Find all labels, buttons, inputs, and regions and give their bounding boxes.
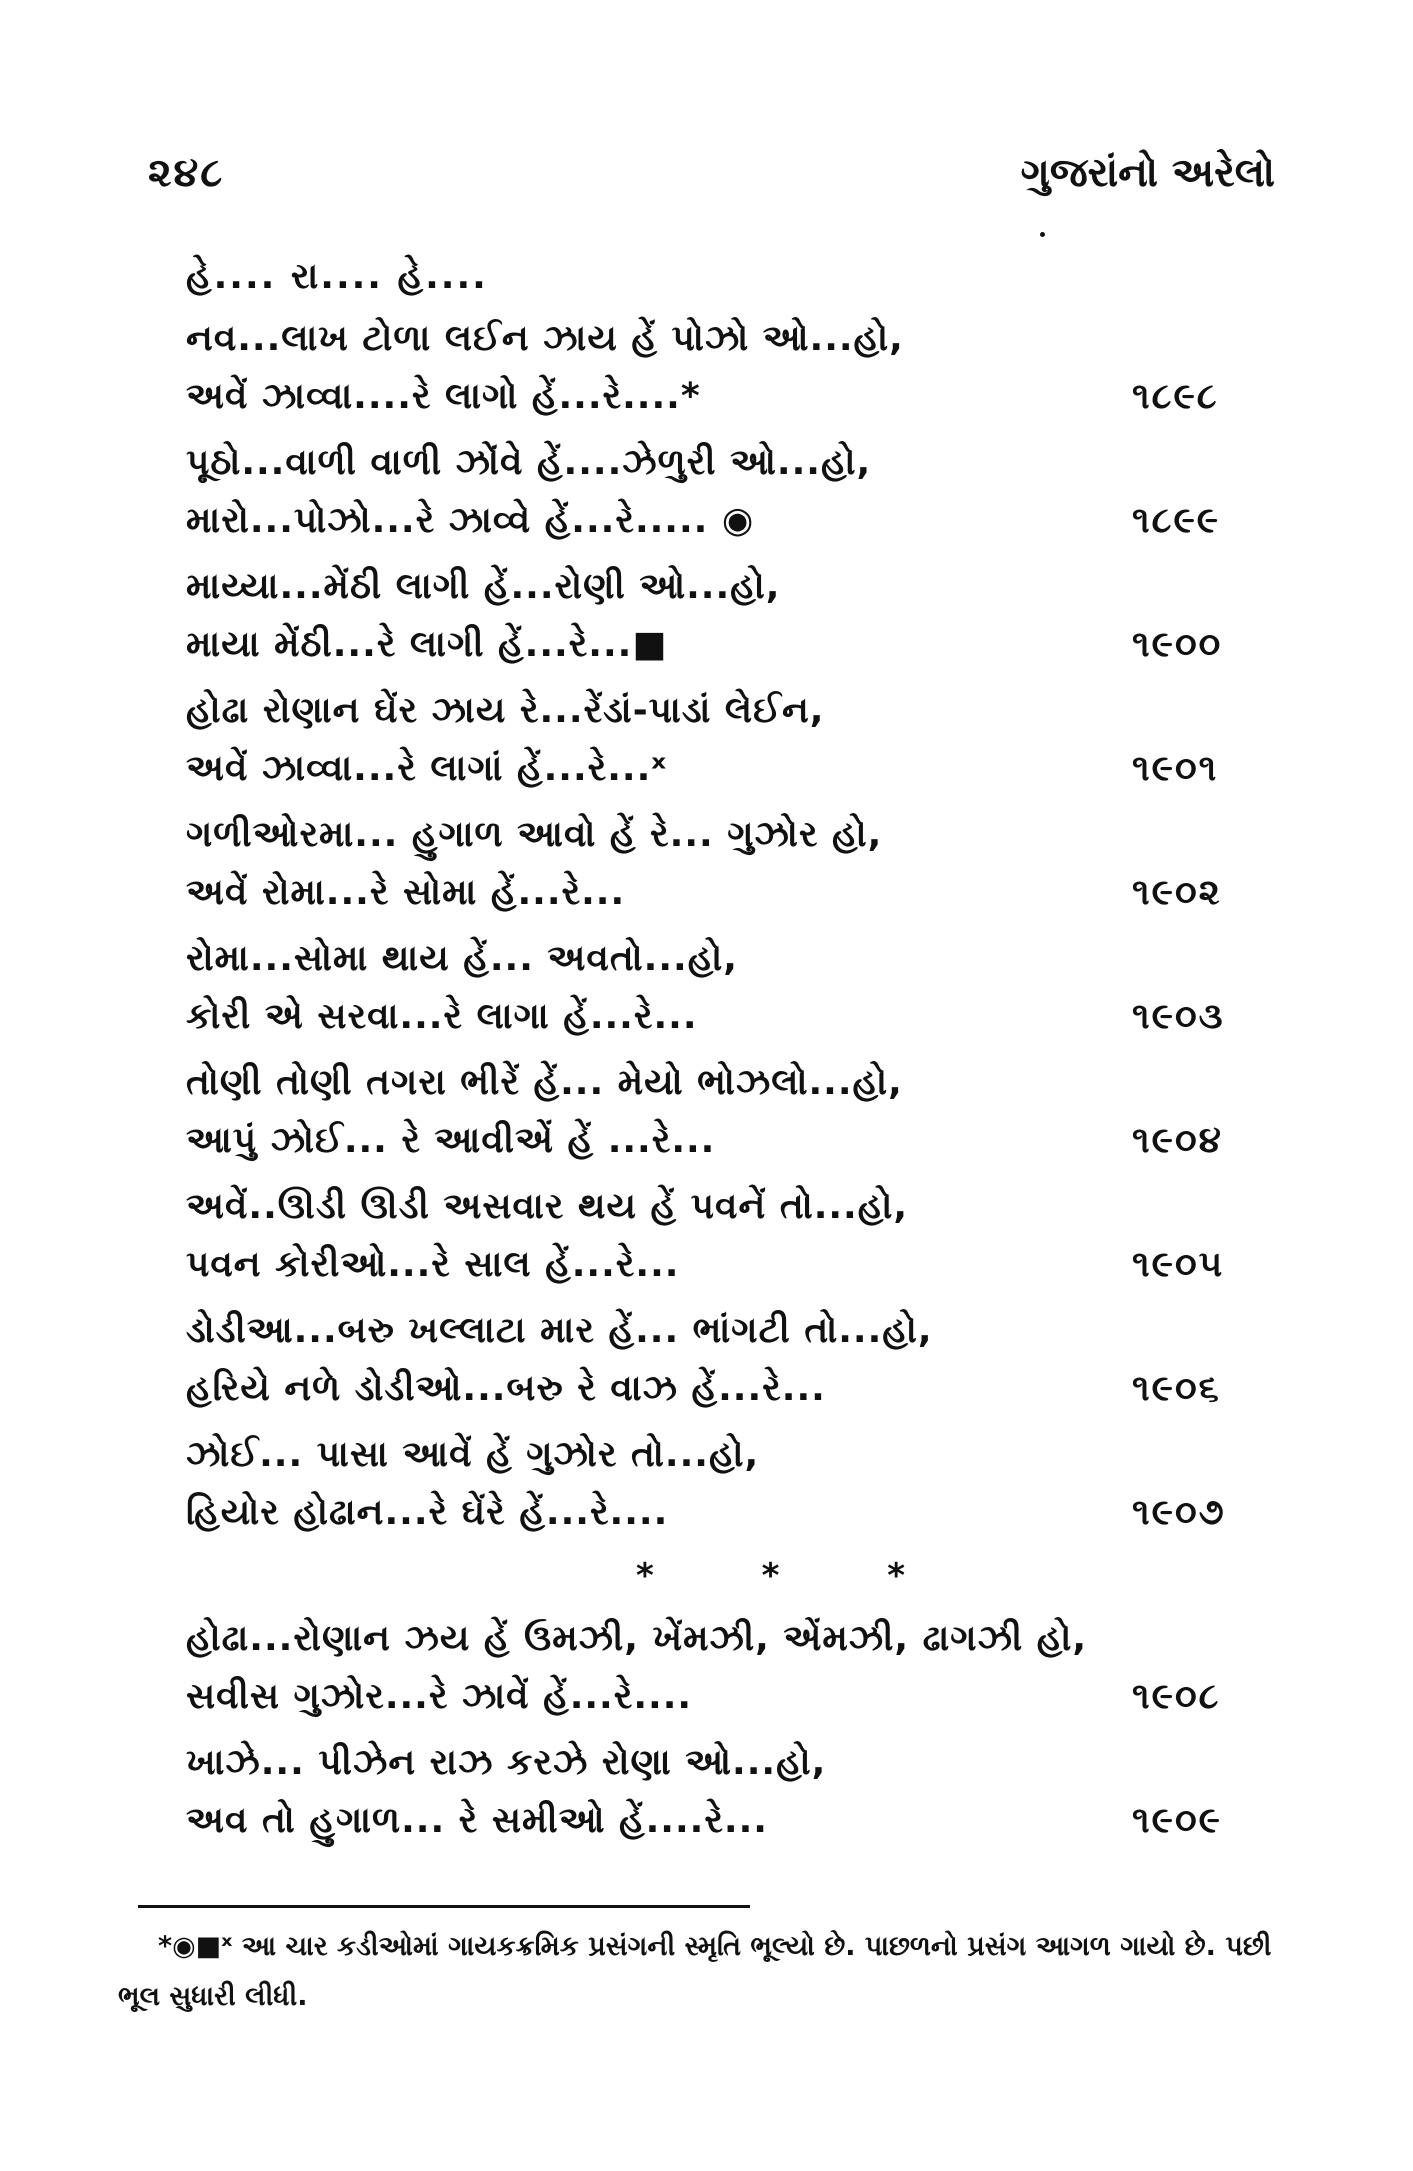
verse-line: ડોડીઆ...બરુ ખલ્લાટા માર હેં... ભાંગટી તો...હો, (186, 1310, 933, 1351)
verse-line: હરિયે નળે ડોડીઓ...બરુ રે વાઝ હેં...રે... (186, 1368, 826, 1409)
verse-number: ૧૯૦૦ (1132, 624, 1223, 665)
verse-line: પવન કોરીઓ...રે સાલ હેં...રે... (186, 1244, 680, 1285)
verse-line: માય્યા...મેંઠી લાગી હેં...રોણી ઓ...હો, (186, 566, 781, 607)
verse-number: ૧૯૦૫ (1132, 1244, 1225, 1285)
stanza-1905 (186, 1186, 1266, 1310)
verse-line: અવેં ઝાવ્વા...રે લાગાં હેં...રે...ˣ (186, 748, 668, 789)
verse-line: અવ તો હુગાળ... રે સમીઓ હેં....રે... (186, 1800, 768, 1841)
verse-number: ૧૯૦૯ (1132, 1800, 1222, 1841)
footnote-rule (138, 1905, 750, 1908)
verse-number: ૧૯૦૧ (1132, 748, 1219, 789)
verse-line: કોરી એ સરવા...રે લાગા હેં...રે... (186, 996, 698, 1037)
verse-line: ખાઝે... પીઝેન રાઝ કરઝે રોણા ઓ...હો, (186, 1742, 827, 1783)
verse-number: ૧૯૦૨ (1132, 872, 1222, 913)
verse-line: ગળીઓરમા... હુગાળ આવો હેં રે... ગુઝોર હો, (186, 814, 883, 855)
verse-line: મારો...પોઝો...રે ઝાવ્વે હેં...રે..... ◉ (186, 500, 755, 541)
stanza-1900 (186, 566, 1266, 690)
verse-list (186, 318, 1266, 1866)
verse-line: હોઢા...રોણાન ઝય હેં ઉમઝી, ખેંમઝી, એંમઝી, ઢાગઝી હો, (186, 1618, 1088, 1659)
stanza-1903 (186, 938, 1266, 1062)
verse-number: ૧૯૦૮ (1132, 1676, 1221, 1717)
verse-line: તોણી તોણી તગરા ભીરેં હેં... મેયો ભોઝલો...હો, (186, 1062, 903, 1103)
verse-number: ૧૯૦૬ (1132, 1368, 1221, 1409)
verse-number: ૧૯૦૭ (1132, 1492, 1226, 1533)
stanza-1901 (186, 690, 1266, 814)
verse-line: હિયોર હોઢાન...રે ઘેંરે હેં...રે.... (186, 1492, 669, 1533)
verse-line: અવેં રોમા...રે સોમા હેં...રે... (186, 872, 626, 913)
verse-number: ૧૯૦૩ (1132, 996, 1225, 1037)
stanza-1909 (186, 1742, 1266, 1866)
ink-dot (1040, 232, 1045, 237)
stanza-1907 (186, 1434, 1266, 1558)
intro-line: હે.... રા.... હે.... (186, 256, 488, 297)
stanza-1899 (186, 442, 1266, 566)
stanza-1902 (186, 814, 1266, 938)
verse-line: આપું ઝોઈ... રે આવીએં હેં ...રે... (186, 1120, 716, 1161)
section-separator (186, 1558, 1266, 1618)
footnote: *◉■ˣ આ ચાર કડીઓમાં ગાયકક્રમિક પ્રસંગની સ્મૃતિ ભૂલ્યો છે. પાછળનો પ્રસંગ આગળ ગાયો છે. પછી ભૂલ સુધારી લીધી. (118, 1931, 1272, 2012)
verse-line: નવ...લાખ ટોળા લઈન ઝાય હેં પોઝો ઓ...હો, (186, 318, 904, 359)
stanza-1908 (186, 1618, 1266, 1742)
page-number: ૨૪૮ (148, 150, 225, 196)
stanza-1906 (186, 1310, 1266, 1434)
verse-line: સવીસ ગુઝોર...રે ઝાવેં હેં...રે.... (186, 1676, 693, 1717)
stanza-1904 (186, 1062, 1266, 1186)
verse-line: ઝોઈ... પાસા આવેં હેં ગુઝોર તો...હો, (186, 1434, 760, 1475)
verse-number: ૧૮૯૯ (1132, 500, 1221, 541)
running-title: ગુજરાંનો અરેલો (1020, 150, 1275, 196)
verse-number: ૧૯૦૪ (1132, 1120, 1223, 1161)
verse-number: ૧૮૯૮ (1132, 376, 1219, 417)
stanza-1898 (186, 318, 1266, 442)
verse-line: રોમા...સોમા થાય હેં... અવતો...હો, (186, 938, 738, 979)
verse-line: અવેં ઝાવ્વા....રે લાગો હેં...રે....* (186, 376, 701, 417)
asterisk-separator: * * * (636, 1556, 954, 1596)
verse-line: માયા મેંઠી...રે લાગી હેં...રે...■ (186, 624, 668, 665)
verse-line: અવેં..ઊડી ઊડી અસવાર થય હેં પવનેં તો...હો, (186, 1186, 908, 1227)
verse-line: હોઢા રોણાન ઘેંર ઝાય રે...રેંડાં-પાડાં લેઈન, (186, 690, 825, 731)
verse-line: પૂઠો...વાળી વાળી ઝોંવે હેં....ઝેળુરી ઓ...હો, (186, 442, 872, 483)
